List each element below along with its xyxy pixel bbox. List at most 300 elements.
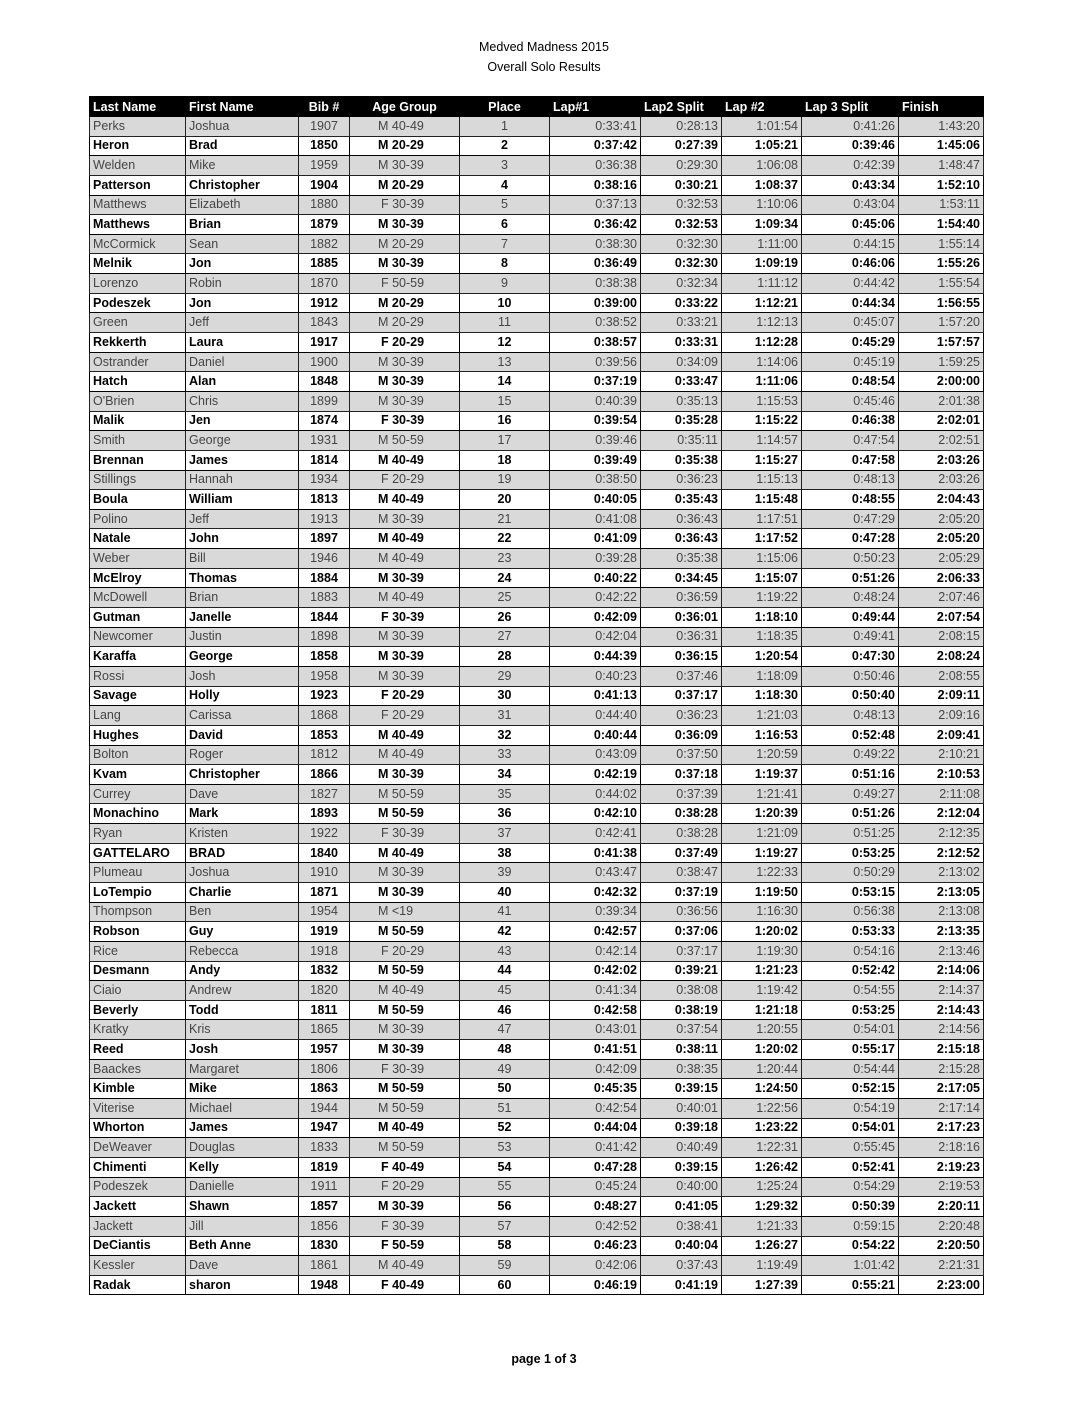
cell-bib: 1871	[299, 882, 350, 902]
cell-last-name: Gutman	[90, 608, 186, 628]
cell-first-name: Dave	[186, 1256, 299, 1276]
cell-first-name: Kris	[186, 1020, 299, 1040]
cell-finish: 2:08:55	[899, 666, 984, 686]
cell-lap2-split: 0:37:54	[641, 1020, 722, 1040]
cell-last-name: Welden	[90, 156, 186, 176]
cell-lap2: 1:05:21	[722, 136, 802, 156]
cell-place: 43	[460, 941, 550, 961]
cell-lap3-split: 0:49:44	[802, 608, 899, 628]
cell-last-name: LoTempio	[90, 882, 186, 902]
cell-lap1: 0:48:27	[550, 1197, 641, 1217]
cell-lap3-split: 0:47:54	[802, 431, 899, 451]
table-row	[90, 1275, 984, 1295]
cell-last-name: Whorton	[90, 1118, 186, 1138]
cell-last-name: McDowell	[90, 588, 186, 608]
cell-lap2: 1:19:42	[722, 981, 802, 1001]
cell-age-group: F 30-39	[350, 824, 460, 844]
cell-last-name: Plumeau	[90, 863, 186, 883]
cell-lap2: 1:08:37	[722, 175, 802, 195]
cell-lap2-split: 0:32:53	[641, 195, 722, 215]
cell-finish: 2:03:26	[899, 450, 984, 470]
cell-lap1: 0:42:32	[550, 882, 641, 902]
cell-lap2-split: 0:36:43	[641, 529, 722, 549]
cell-age-group: M 20-29	[350, 313, 460, 333]
cell-finish: 1:56:55	[899, 293, 984, 313]
cell-last-name: Weber	[90, 549, 186, 569]
cell-place: 24	[460, 568, 550, 588]
cell-first-name: Guy	[186, 922, 299, 942]
cell-place: 52	[460, 1118, 550, 1138]
cell-lap1: 0:42:57	[550, 922, 641, 942]
cell-lap3-split: 0:45:06	[802, 215, 899, 235]
cell-place: 7	[460, 234, 550, 254]
cell-age-group: F 20-29	[350, 686, 460, 706]
cell-lap2-split: 0:37:17	[641, 941, 722, 961]
cell-age-group: M 30-39	[350, 647, 460, 667]
cell-first-name: Kelly	[186, 1157, 299, 1177]
cell-place: 38	[460, 843, 550, 863]
cell-last-name: Ostrander	[90, 352, 186, 372]
cell-bib: 1919	[299, 922, 350, 942]
cell-bib: 1958	[299, 666, 350, 686]
cell-lap1: 0:42:09	[550, 608, 641, 628]
cell-lap3-split: 0:46:06	[802, 254, 899, 274]
cell-age-group: M 30-39	[350, 666, 460, 686]
cell-age-group: M 30-39	[350, 765, 460, 785]
cell-lap2-split: 0:33:47	[641, 372, 722, 392]
table-row	[90, 352, 984, 372]
cell-first-name: Thomas	[186, 568, 299, 588]
cell-place: 2	[460, 136, 550, 156]
cell-lap2: 1:16:53	[722, 725, 802, 745]
cell-finish: 1:55:14	[899, 234, 984, 254]
cell-lap2-split: 0:35:43	[641, 490, 722, 510]
cell-lap1: 0:44:02	[550, 784, 641, 804]
cell-lap2: 1:25:24	[722, 1177, 802, 1197]
table-row	[90, 608, 984, 628]
cell-age-group: M 20-29	[350, 136, 460, 156]
cell-bib: 1832	[299, 961, 350, 981]
cell-bib: 1912	[299, 293, 350, 313]
cell-lap2: 1:15:22	[722, 411, 802, 431]
cell-bib: 1879	[299, 215, 350, 235]
cell-lap3-split: 0:54:01	[802, 1020, 899, 1040]
cell-place: 14	[460, 372, 550, 392]
cell-age-group: M 40-49	[350, 529, 460, 549]
cell-age-group: M 30-39	[350, 391, 460, 411]
cell-age-group: M 50-59	[350, 804, 460, 824]
cell-finish: 2:17:14	[899, 1099, 984, 1119]
cell-lap2: 1:19:50	[722, 882, 802, 902]
cell-age-group: F 30-39	[350, 1059, 460, 1079]
cell-lap1: 0:38:16	[550, 175, 641, 195]
cell-finish: 2:04:43	[899, 490, 984, 510]
cell-bib: 1948	[299, 1275, 350, 1295]
cell-lap3-split: 0:39:46	[802, 136, 899, 156]
cell-age-group: M 40-49	[350, 549, 460, 569]
cell-bib: 1882	[299, 234, 350, 254]
cell-bib: 1918	[299, 941, 350, 961]
cell-lap1: 0:40:22	[550, 568, 641, 588]
cell-place: 46	[460, 1000, 550, 1020]
cell-last-name: Perks	[90, 117, 186, 137]
cell-lap3-split: 0:55:21	[802, 1275, 899, 1295]
document-subtitle: Overall Solo Results	[487, 60, 601, 74]
cell-finish: 2:09:11	[899, 686, 984, 706]
cell-lap3-split: 0:47:58	[802, 450, 899, 470]
cell-lap1: 0:40:44	[550, 725, 641, 745]
cell-first-name: Margaret	[186, 1059, 299, 1079]
cell-lap2: 1:29:32	[722, 1197, 802, 1217]
cell-last-name: Jackett	[90, 1216, 186, 1236]
cell-place: 55	[460, 1177, 550, 1197]
cell-finish: 2:12:52	[899, 843, 984, 863]
table-row	[90, 391, 984, 411]
cell-place: 57	[460, 1216, 550, 1236]
cell-finish: 1:55:54	[899, 274, 984, 294]
cell-lap2: 1:23:22	[722, 1118, 802, 1138]
cell-lap3-split: 0:52:48	[802, 725, 899, 745]
cell-lap2-split: 0:35:38	[641, 450, 722, 470]
cell-place: 59	[460, 1256, 550, 1276]
table-row	[90, 882, 984, 902]
cell-lap2: 1:17:52	[722, 529, 802, 549]
cell-lap1: 0:42:04	[550, 627, 641, 647]
cell-lap3-split: 0:56:38	[802, 902, 899, 922]
table-row	[90, 843, 984, 863]
cell-lap1: 0:45:24	[550, 1177, 641, 1197]
table-row	[90, 1256, 984, 1276]
cell-finish: 2:08:15	[899, 627, 984, 647]
cell-lap2: 1:12:13	[722, 313, 802, 333]
cell-bib: 1868	[299, 706, 350, 726]
cell-lap3-split: 0:54:22	[802, 1236, 899, 1256]
cell-lap1: 0:44:39	[550, 647, 641, 667]
cell-first-name: Beth Anne	[186, 1236, 299, 1256]
cell-first-name: Justin	[186, 627, 299, 647]
cell-last-name: Ryan	[90, 824, 186, 844]
column-header-lap2: Lap #2	[722, 97, 802, 117]
cell-finish: 2:19:53	[899, 1177, 984, 1197]
cell-finish: 2:14:37	[899, 981, 984, 1001]
cell-lap2-split: 0:35:28	[641, 411, 722, 431]
cell-first-name: Hannah	[186, 470, 299, 490]
cell-lap1: 0:41:34	[550, 981, 641, 1001]
table-row	[90, 784, 984, 804]
cell-last-name: Karaffa	[90, 647, 186, 667]
cell-lap2: 1:22:56	[722, 1099, 802, 1119]
cell-bib: 1893	[299, 804, 350, 824]
cell-first-name: Ben	[186, 902, 299, 922]
cell-lap2: 1:19:49	[722, 1256, 802, 1276]
cell-lap1: 0:37:13	[550, 195, 641, 215]
cell-last-name: Rossi	[90, 666, 186, 686]
cell-place: 20	[460, 490, 550, 510]
cell-finish: 1:57:57	[899, 333, 984, 353]
cell-lap1: 0:43:01	[550, 1020, 641, 1040]
cell-bib: 1910	[299, 863, 350, 883]
cell-lap2: 1:27:39	[722, 1275, 802, 1295]
cell-lap2: 1:22:33	[722, 863, 802, 883]
cell-bib: 1957	[299, 1040, 350, 1060]
cell-lap3-split: 0:52:41	[802, 1157, 899, 1177]
table-row	[90, 765, 984, 785]
cell-lap2-split: 0:36:56	[641, 902, 722, 922]
cell-first-name: Joshua	[186, 863, 299, 883]
table-row	[90, 568, 984, 588]
cell-bib: 1830	[299, 1236, 350, 1256]
cell-finish: 2:13:08	[899, 902, 984, 922]
cell-first-name: Sean	[186, 234, 299, 254]
cell-lap2: 1:21:23	[722, 961, 802, 981]
table-row	[90, 627, 984, 647]
cell-lap1: 0:40:05	[550, 490, 641, 510]
cell-lap2-split: 0:38:28	[641, 824, 722, 844]
cell-lap2-split: 0:36:59	[641, 588, 722, 608]
cell-age-group: M 50-59	[350, 922, 460, 942]
cell-place: 27	[460, 627, 550, 647]
cell-lap1: 0:45:35	[550, 1079, 641, 1099]
cell-lap2: 1:10:06	[722, 195, 802, 215]
cell-lap1: 0:33:41	[550, 117, 641, 137]
cell-lap3-split: 0:52:42	[802, 961, 899, 981]
cell-place: 25	[460, 588, 550, 608]
cell-lap3-split: 0:43:34	[802, 175, 899, 195]
cell-place: 50	[460, 1079, 550, 1099]
cell-lap2-split: 0:36:15	[641, 647, 722, 667]
cell-age-group: M 30-39	[350, 509, 460, 529]
cell-lap1: 0:42:02	[550, 961, 641, 981]
cell-lap2-split: 0:33:31	[641, 333, 722, 353]
cell-lap2: 1:15:53	[722, 391, 802, 411]
cell-place: 10	[460, 293, 550, 313]
cell-lap2-split: 0:32:34	[641, 274, 722, 294]
cell-lap3-split: 0:45:19	[802, 352, 899, 372]
cell-first-name: David	[186, 725, 299, 745]
cell-bib: 1885	[299, 254, 350, 274]
cell-finish: 2:12:35	[899, 824, 984, 844]
cell-lap3-split: 0:51:26	[802, 804, 899, 824]
cell-place: 28	[460, 647, 550, 667]
cell-last-name: Desmann	[90, 961, 186, 981]
cell-lap1: 0:41:42	[550, 1138, 641, 1158]
cell-finish: 2:09:16	[899, 706, 984, 726]
cell-finish: 1:54:40	[899, 215, 984, 235]
cell-lap3-split: 0:49:27	[802, 784, 899, 804]
cell-place: 31	[460, 706, 550, 726]
cell-lap2: 1:20:02	[722, 922, 802, 942]
cell-place: 41	[460, 902, 550, 922]
cell-lap3-split: 0:51:25	[802, 824, 899, 844]
cell-first-name: Joshua	[186, 117, 299, 137]
column-header-place: Place	[460, 97, 550, 117]
table-row	[90, 647, 984, 667]
cell-lap3-split: 0:49:22	[802, 745, 899, 765]
cell-first-name: Brian	[186, 215, 299, 235]
cell-lap2: 1:19:27	[722, 843, 802, 863]
cell-last-name: Brennan	[90, 450, 186, 470]
cell-place: 23	[460, 549, 550, 569]
cell-lap1: 0:46:23	[550, 1236, 641, 1256]
table-row	[90, 863, 984, 883]
cell-lap1: 0:44:40	[550, 706, 641, 726]
cell-last-name: Hughes	[90, 725, 186, 745]
cell-age-group: F 20-29	[350, 1177, 460, 1197]
cell-place: 35	[460, 784, 550, 804]
cell-age-group: M 30-39	[350, 372, 460, 392]
cell-place: 6	[460, 215, 550, 235]
cell-last-name: Viterise	[90, 1099, 186, 1119]
table-row	[90, 1138, 984, 1158]
cell-bib: 1866	[299, 765, 350, 785]
cell-place: 44	[460, 961, 550, 981]
cell-lap1: 0:36:49	[550, 254, 641, 274]
cell-place: 13	[460, 352, 550, 372]
cell-last-name: McCormick	[90, 234, 186, 254]
cell-last-name: O'Brien	[90, 391, 186, 411]
cell-lap1: 0:39:54	[550, 411, 641, 431]
cell-lap2-split: 0:39:15	[641, 1157, 722, 1177]
cell-last-name: Bolton	[90, 745, 186, 765]
cell-finish: 1:45:06	[899, 136, 984, 156]
table-row	[90, 274, 984, 294]
table-row	[90, 588, 984, 608]
cell-finish: 1:48:47	[899, 156, 984, 176]
cell-place: 22	[460, 529, 550, 549]
cell-lap2-split: 0:32:30	[641, 234, 722, 254]
cell-lap3-split: 0:51:26	[802, 568, 899, 588]
cell-lap2-split: 0:38:08	[641, 981, 722, 1001]
cell-lap2-split: 0:30:21	[641, 175, 722, 195]
cell-place: 9	[460, 274, 550, 294]
cell-finish: 2:09:41	[899, 725, 984, 745]
cell-lap3-split: 0:53:15	[802, 882, 899, 902]
cell-last-name: Chimenti	[90, 1157, 186, 1177]
cell-lap2: 1:15:48	[722, 490, 802, 510]
cell-age-group: M 40-49	[350, 981, 460, 1001]
cell-lap2-split: 0:33:21	[641, 313, 722, 333]
cell-age-group: M 40-49	[350, 490, 460, 510]
cell-lap2-split: 0:38:28	[641, 804, 722, 824]
cell-last-name: Boula	[90, 490, 186, 510]
cell-lap3-split: 0:50:29	[802, 863, 899, 883]
cell-place: 5	[460, 195, 550, 215]
cell-last-name: Baackes	[90, 1059, 186, 1079]
cell-first-name: Douglas	[186, 1138, 299, 1158]
cell-first-name: Robin	[186, 274, 299, 294]
cell-lap2-split: 0:41:19	[641, 1275, 722, 1295]
cell-last-name: Beverly	[90, 1000, 186, 1020]
cell-bib: 1811	[299, 1000, 350, 1020]
cell-last-name: Radak	[90, 1275, 186, 1295]
cell-lap2: 1:21:33	[722, 1216, 802, 1236]
cell-age-group: M 40-49	[350, 1256, 460, 1276]
cell-lap2-split: 0:35:13	[641, 391, 722, 411]
cell-place: 39	[460, 863, 550, 883]
cell-finish: 2:17:05	[899, 1079, 984, 1099]
cell-age-group: F 50-59	[350, 1236, 460, 1256]
cell-lap1: 0:46:19	[550, 1275, 641, 1295]
table-row	[90, 1040, 984, 1060]
cell-age-group: M 30-39	[350, 882, 460, 902]
cell-lap2: 1:09:34	[722, 215, 802, 235]
cell-bib: 1819	[299, 1157, 350, 1177]
cell-bib: 1853	[299, 725, 350, 745]
cell-lap2-split: 0:39:18	[641, 1118, 722, 1138]
cell-lap1: 0:41:38	[550, 843, 641, 863]
cell-place: 48	[460, 1040, 550, 1060]
cell-lap2: 1:15:27	[722, 450, 802, 470]
cell-bib: 1904	[299, 175, 350, 195]
cell-lap1: 0:39:00	[550, 293, 641, 313]
cell-lap1: 0:41:09	[550, 529, 641, 549]
cell-age-group: F 20-29	[350, 941, 460, 961]
cell-finish: 2:02:01	[899, 411, 984, 431]
table-row	[90, 490, 984, 510]
cell-lap3-split: 0:54:44	[802, 1059, 899, 1079]
cell-lap3-split: 0:47:29	[802, 509, 899, 529]
cell-lap2-split: 0:37:06	[641, 922, 722, 942]
cell-lap2: 1:19:22	[722, 588, 802, 608]
cell-lap1: 0:38:57	[550, 333, 641, 353]
cell-lap2-split: 0:38:11	[641, 1040, 722, 1060]
cell-age-group: M 50-59	[350, 961, 460, 981]
cell-first-name: Holly	[186, 686, 299, 706]
cell-last-name: Kvam	[90, 765, 186, 785]
column-header-first-name: First Name	[186, 97, 299, 117]
table-row	[90, 1099, 984, 1119]
cell-place: 42	[460, 922, 550, 942]
cell-lap2: 1:06:08	[722, 156, 802, 176]
cell-lap2-split: 0:40:04	[641, 1236, 722, 1256]
cell-age-group: M 30-39	[350, 1040, 460, 1060]
cell-finish: 2:10:21	[899, 745, 984, 765]
cell-age-group: M 20-29	[350, 175, 460, 195]
cell-first-name: Mike	[186, 156, 299, 176]
cell-first-name: Carissa	[186, 706, 299, 726]
cell-bib: 1857	[299, 1197, 350, 1217]
cell-last-name: Matthews	[90, 215, 186, 235]
cell-bib: 1850	[299, 136, 350, 156]
cell-lap1: 0:39:28	[550, 549, 641, 569]
cell-lap2: 1:15:06	[722, 549, 802, 569]
cell-lap1: 0:39:49	[550, 450, 641, 470]
cell-lap2: 1:20:44	[722, 1059, 802, 1079]
cell-lap1: 0:42:09	[550, 1059, 641, 1079]
cell-lap2: 1:14:57	[722, 431, 802, 451]
cell-bib: 1907	[299, 117, 350, 137]
cell-age-group: M 30-39	[350, 215, 460, 235]
cell-place: 21	[460, 509, 550, 529]
cell-age-group: F 30-39	[350, 195, 460, 215]
table-row	[90, 922, 984, 942]
cell-first-name: Dave	[186, 784, 299, 804]
cell-lap3-split: 0:44:15	[802, 234, 899, 254]
cell-age-group: F 30-39	[350, 608, 460, 628]
cell-first-name: Michael	[186, 1099, 299, 1119]
cell-lap3-split: 0:41:26	[802, 117, 899, 137]
cell-first-name: Andrew	[186, 981, 299, 1001]
cell-finish: 2:13:46	[899, 941, 984, 961]
cell-lap1: 0:41:13	[550, 686, 641, 706]
cell-last-name: Stillings	[90, 470, 186, 490]
cell-lap2-split: 0:36:23	[641, 706, 722, 726]
cell-last-name: Polino	[90, 509, 186, 529]
column-header-last-name: Last Name	[90, 97, 186, 117]
cell-age-group: M 30-39	[350, 1197, 460, 1217]
cell-lap2-split: 0:32:53	[641, 215, 722, 235]
cell-finish: 2:23:00	[899, 1275, 984, 1295]
